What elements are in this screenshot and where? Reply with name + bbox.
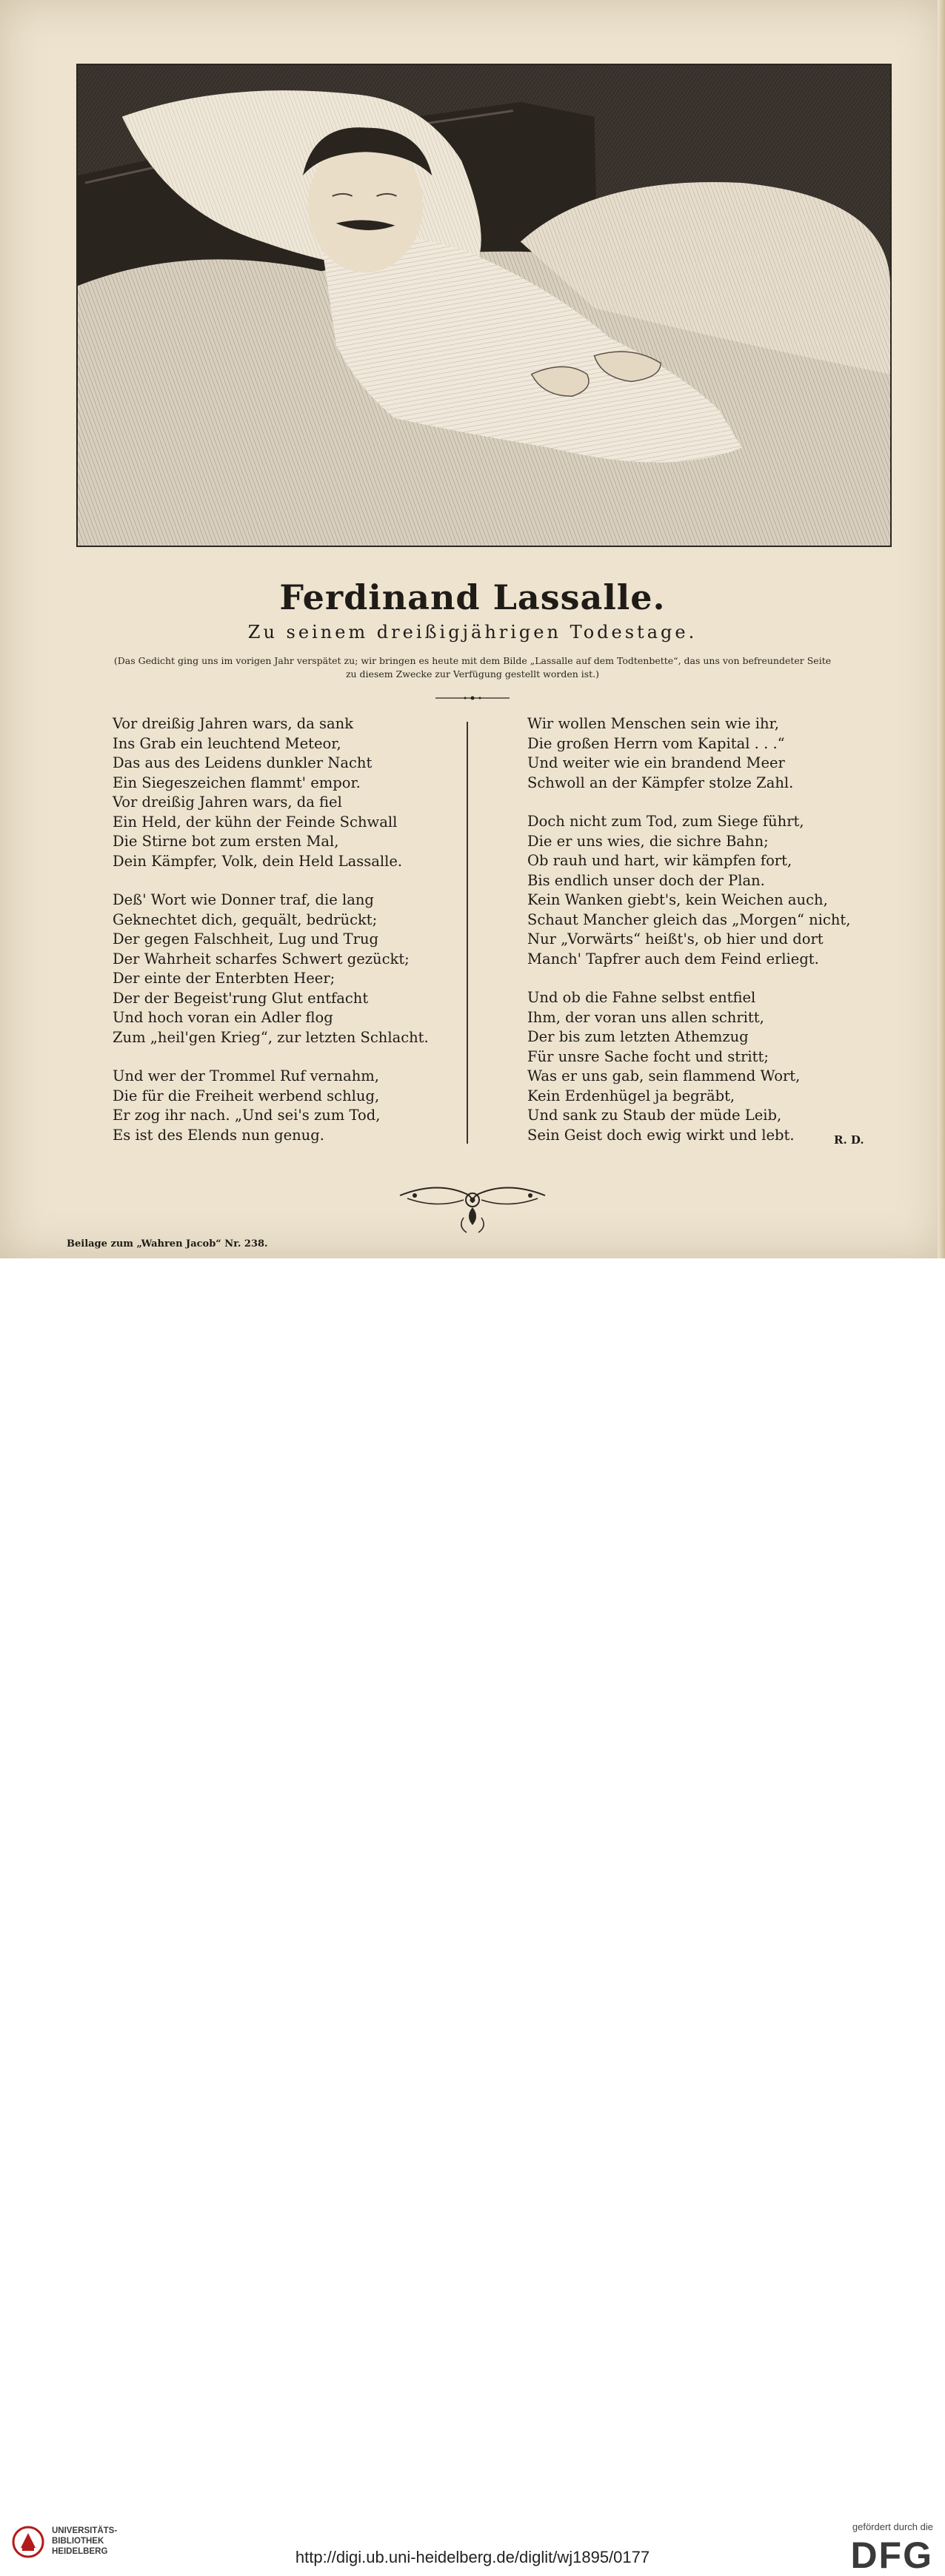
poem-line: Die er uns wies, die sichre Bahn; bbox=[527, 832, 769, 850]
poem-line: Schwoll an der Kämpfer stolze Zahl. bbox=[527, 774, 794, 791]
sponsor-label: gefördert durch die bbox=[852, 2521, 933, 2532]
poem-line: Und weiter wie ein brandend Meer bbox=[527, 754, 785, 771]
poem-line: Manch' Tapfrer auch dem Feind erliegt. bbox=[527, 950, 819, 967]
poem-line: Dein Kämpfer, Volk, dein Held Lassalle. bbox=[113, 852, 403, 870]
poem-line: Nur „Vorwärts“ heißt's, ob hier und dort bbox=[527, 930, 824, 947]
poem-line: Wir wollen Menschen sein wie ihr, bbox=[527, 715, 779, 732]
poem-line: Der einte der Enterbten Heer; bbox=[113, 970, 335, 987]
poem-line: Ein Held, der kühn der Feinde Schwall bbox=[113, 813, 398, 831]
stanza bbox=[527, 812, 853, 969]
poem-column-left bbox=[113, 714, 438, 1164]
library-name-line: HEIDELBERG bbox=[52, 2547, 108, 2556]
poem-line: Die großen Herrn vom Kapital . . .“ bbox=[527, 734, 785, 752]
poem-line: Doch nicht zum Tod, zum Siege führt, bbox=[527, 813, 804, 830]
poem-title: Ferdinand Lassalle. bbox=[279, 577, 666, 617]
poem-line: Ins Grab ein leuchtend Meteor, bbox=[113, 734, 341, 752]
poem-column-right bbox=[527, 714, 853, 1164]
poem-line: Und hoch voran ein Adler flog bbox=[113, 1009, 333, 1026]
poem-line: Er zog ihr nach. „Und sei's zum Tod, bbox=[113, 1107, 381, 1124]
poem-line: Der Wahrheit scharfes Schwert gezückt; bbox=[113, 950, 410, 967]
poem-line: Schaut Mancher gleich das „Morgen“ nicht, bbox=[527, 910, 851, 928]
poem-line: Der bis zum letzten Athemzug bbox=[527, 1028, 749, 1045]
poem-line: Bis endlich unser doch der Plan. bbox=[527, 871, 765, 889]
library-name-line: UNIVERSITÄTS- bbox=[52, 2526, 118, 2535]
scanned-page bbox=[0, 0, 945, 1258]
poem-line: Und sank zu Staub der müde Leib, bbox=[527, 1107, 782, 1124]
poem-line: Der der Begeist'rung Glut entfacht bbox=[113, 989, 369, 1007]
poem-line: Geknechtet dich, gequält, bedrückt; bbox=[113, 910, 378, 928]
poem-line: Es ist des Elends nun genug. bbox=[113, 1126, 324, 1144]
digitization-footer bbox=[0, 1258, 945, 2576]
poem-line: Für unsre Sache focht und stritt; bbox=[527, 1047, 769, 1065]
editorial-note: (Das Gedicht ging uns im vorigen Jahr verspätet zu; wir bringen es heute mit dem Bilde „Lassalle auf dem Todtenbette“, das uns von befreundeter Seite zu diesem Zwecke zur Verfügung gestellt worden ist.) bbox=[113, 655, 832, 680]
stanza bbox=[113, 890, 438, 1047]
poem-line: Ein Siegeszeichen flammt' empor. bbox=[113, 774, 361, 791]
poem-subtitle: Zu seinem dreißigjährigen Todestage. bbox=[247, 622, 698, 643]
deathbed-engraving bbox=[76, 64, 892, 547]
poem-line: Deß' Wort wie Donner traf, die lang bbox=[113, 891, 374, 908]
small-divider-ornament bbox=[435, 694, 510, 702]
vignette-ornament-icon bbox=[393, 1173, 552, 1237]
stanza bbox=[527, 988, 853, 1145]
poem-line: Zum „heil'gen Krieg“, zur letzten Schlacht. bbox=[113, 1028, 429, 1046]
stanza bbox=[527, 714, 853, 793]
poem-line: Kein Wanken giebt's, kein Weichen auch, bbox=[527, 891, 828, 908]
poem-line: Ob rauh und hart, wir kämpfen fort, bbox=[527, 852, 792, 869]
poem-line: Ihm, der voran uns allen schritt, bbox=[527, 1008, 764, 1026]
library-name-line: BIBLIOTHEK bbox=[52, 2537, 104, 2546]
supplement-note: Beilage zum „Wahren Jacob“ Nr. 238. bbox=[67, 1238, 268, 1250]
poem-line: Und wer der Trommel Ruf vernahm, bbox=[113, 1067, 379, 1084]
poem-line: Was er uns gab, sein flammend Wort, bbox=[527, 1067, 801, 1084]
dfg-logo: DFG bbox=[850, 2535, 933, 2576]
poem-line: Der gegen Falschheit, Lug und Trug bbox=[113, 930, 378, 947]
author-signature: R. D. bbox=[834, 1133, 864, 1147]
poem-line: Die Stirne bot zum ersten Mal, bbox=[113, 833, 339, 850]
column-divider bbox=[467, 722, 468, 1144]
poem-line: Die für die Freiheit werbend schlug, bbox=[113, 1087, 380, 1104]
poem-line: Das aus des Leidens dunkler Nacht bbox=[113, 754, 373, 771]
poem-line: Und ob die Fahne selbst entfiel bbox=[527, 989, 756, 1006]
stanza bbox=[113, 1067, 438, 1145]
permalink-url[interactable]: http://digi.ub.uni-heidelberg.de/diglit/wj1895/0177 bbox=[295, 2548, 650, 2566]
poem-line: Vor dreißig Jahren wars, da fiel bbox=[113, 794, 342, 811]
poem-line: Vor dreißig Jahren wars, da sank bbox=[113, 715, 354, 732]
poem-line: Sein Geist doch ewig wirkt und lebt. bbox=[527, 1126, 795, 1144]
poem-line: Kein Erdenhügel ja begräbt, bbox=[527, 1087, 735, 1104]
stanza bbox=[113, 714, 438, 871]
